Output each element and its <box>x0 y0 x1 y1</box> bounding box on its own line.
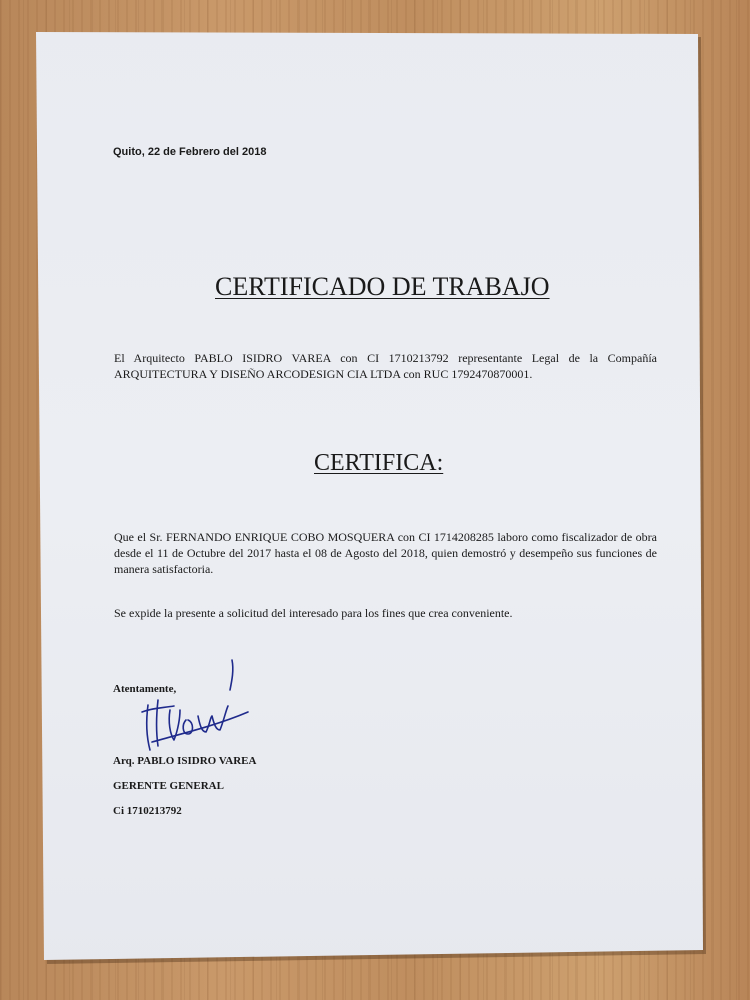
section-heading: CERTIFICA: <box>314 450 444 476</box>
signatory-role: GERENTE GENERAL <box>113 780 224 792</box>
signatory-ci: Ci 1710213792 <box>113 805 182 817</box>
closing-salutation: Atentamente, <box>113 683 177 695</box>
body-paragraph: Que el Sr. FERNANDO ENRIQUE COBO MOSQUERA con CI 1714208285 laboro como fiscalizador de obra desde el 11 de Octubre del 2017 hasta el 08 de Agosto del 2018, quien demostró y desempeño sus funciones de manera satisfactoria. <box>114 530 657 576</box>
date-line: Quito, 22 de Febrero del 2018 <box>113 146 267 158</box>
signatory-name: Arq. PABLO ISIDRO VAREA <box>113 755 257 767</box>
handwritten-signature <box>130 650 260 760</box>
closing-paragraph: Se expide la presente a solicitud del interesado para los fines que crea conveniente. <box>114 606 513 620</box>
document-title: CERTIFICADO DE TRABAJO <box>215 272 550 301</box>
intro-paragraph: El Arquitecto PABLO ISIDRO VAREA con CI 1710213792 representante Legal de la Compañía ARQUITECTURA Y DISEÑO ARCODESIGN CIA LTDA con RUC 1792470870001. <box>114 351 657 381</box>
